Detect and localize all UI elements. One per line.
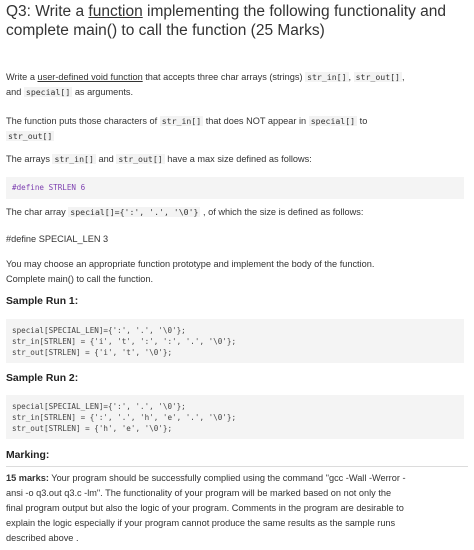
marking-heading: Marking: bbox=[6, 450, 50, 461]
sample-run-2-heading: Sample Run 2: bbox=[6, 373, 79, 384]
paragraph-instructions: You may choose an appropriate function prototype and implement the body of the function. Complete main() to call the function. bbox=[6, 259, 375, 284]
marking-description: 15 marks: Your program should be successfully complied using the command "gcc -Wall -Werror - ansi -o q3.out q3.c -lm". The functionality of your program will be marked based on not only the final program output but also the logic of your program. Comments in the program are desirable to explain the logic especially if your program cannot produce the same results as the sample runs described above . bbox=[6, 473, 406, 543]
paragraph-max-size: The arrays str_in[] and str_out[] have a max size defined as follows: bbox=[6, 154, 312, 164]
question-title: Q3: Write a function implementing the following functionality and complete main() to call the function (25 Marks) bbox=[6, 3, 446, 39]
marking-divider bbox=[6, 466, 468, 467]
paragraph-function-behavior: The function puts those characters of str_in[] that does NOT appear in special[] to str_out[] bbox=[6, 116, 368, 141]
sample-run-1-heading: Sample Run 1: bbox=[6, 296, 79, 307]
paragraph-arguments: Write a user-defined void function that accepts three char arrays (strings) str_in[] , str_out[] , and special[] as arguments. bbox=[6, 72, 405, 97]
sample-run-2-code: special[SPECIAL_LEN]={':', '.', '\0'}; str_in[STRLEN] = {':', '.', 'h', 'e', '.', '\0'}; str_out[STRLEN] = {'h', 'e', '\0'}; bbox=[6, 395, 464, 439]
paragraph-special-array: The char array special[]={':', '.', '\0'} , of which the size is defined as follows: bbox=[6, 207, 364, 217]
define-special-len: #define SPECIAL_LEN 3 bbox=[6, 234, 109, 244]
sample-run-1-code: special[SPECIAL_LEN]={':', '.', '\0'}; str_in[STRLEN] = {'i', 't', ':', ':', '.', '\0'}; str_out[STRLEN] = {'i', 't', '\0'}; bbox=[6, 319, 464, 363]
define-strlen-code: #define STRLEN 6 bbox=[6, 177, 464, 199]
function-link[interactable]: function bbox=[88, 3, 143, 20]
user-defined-function-link[interactable]: user-defined void function bbox=[37, 72, 143, 82]
